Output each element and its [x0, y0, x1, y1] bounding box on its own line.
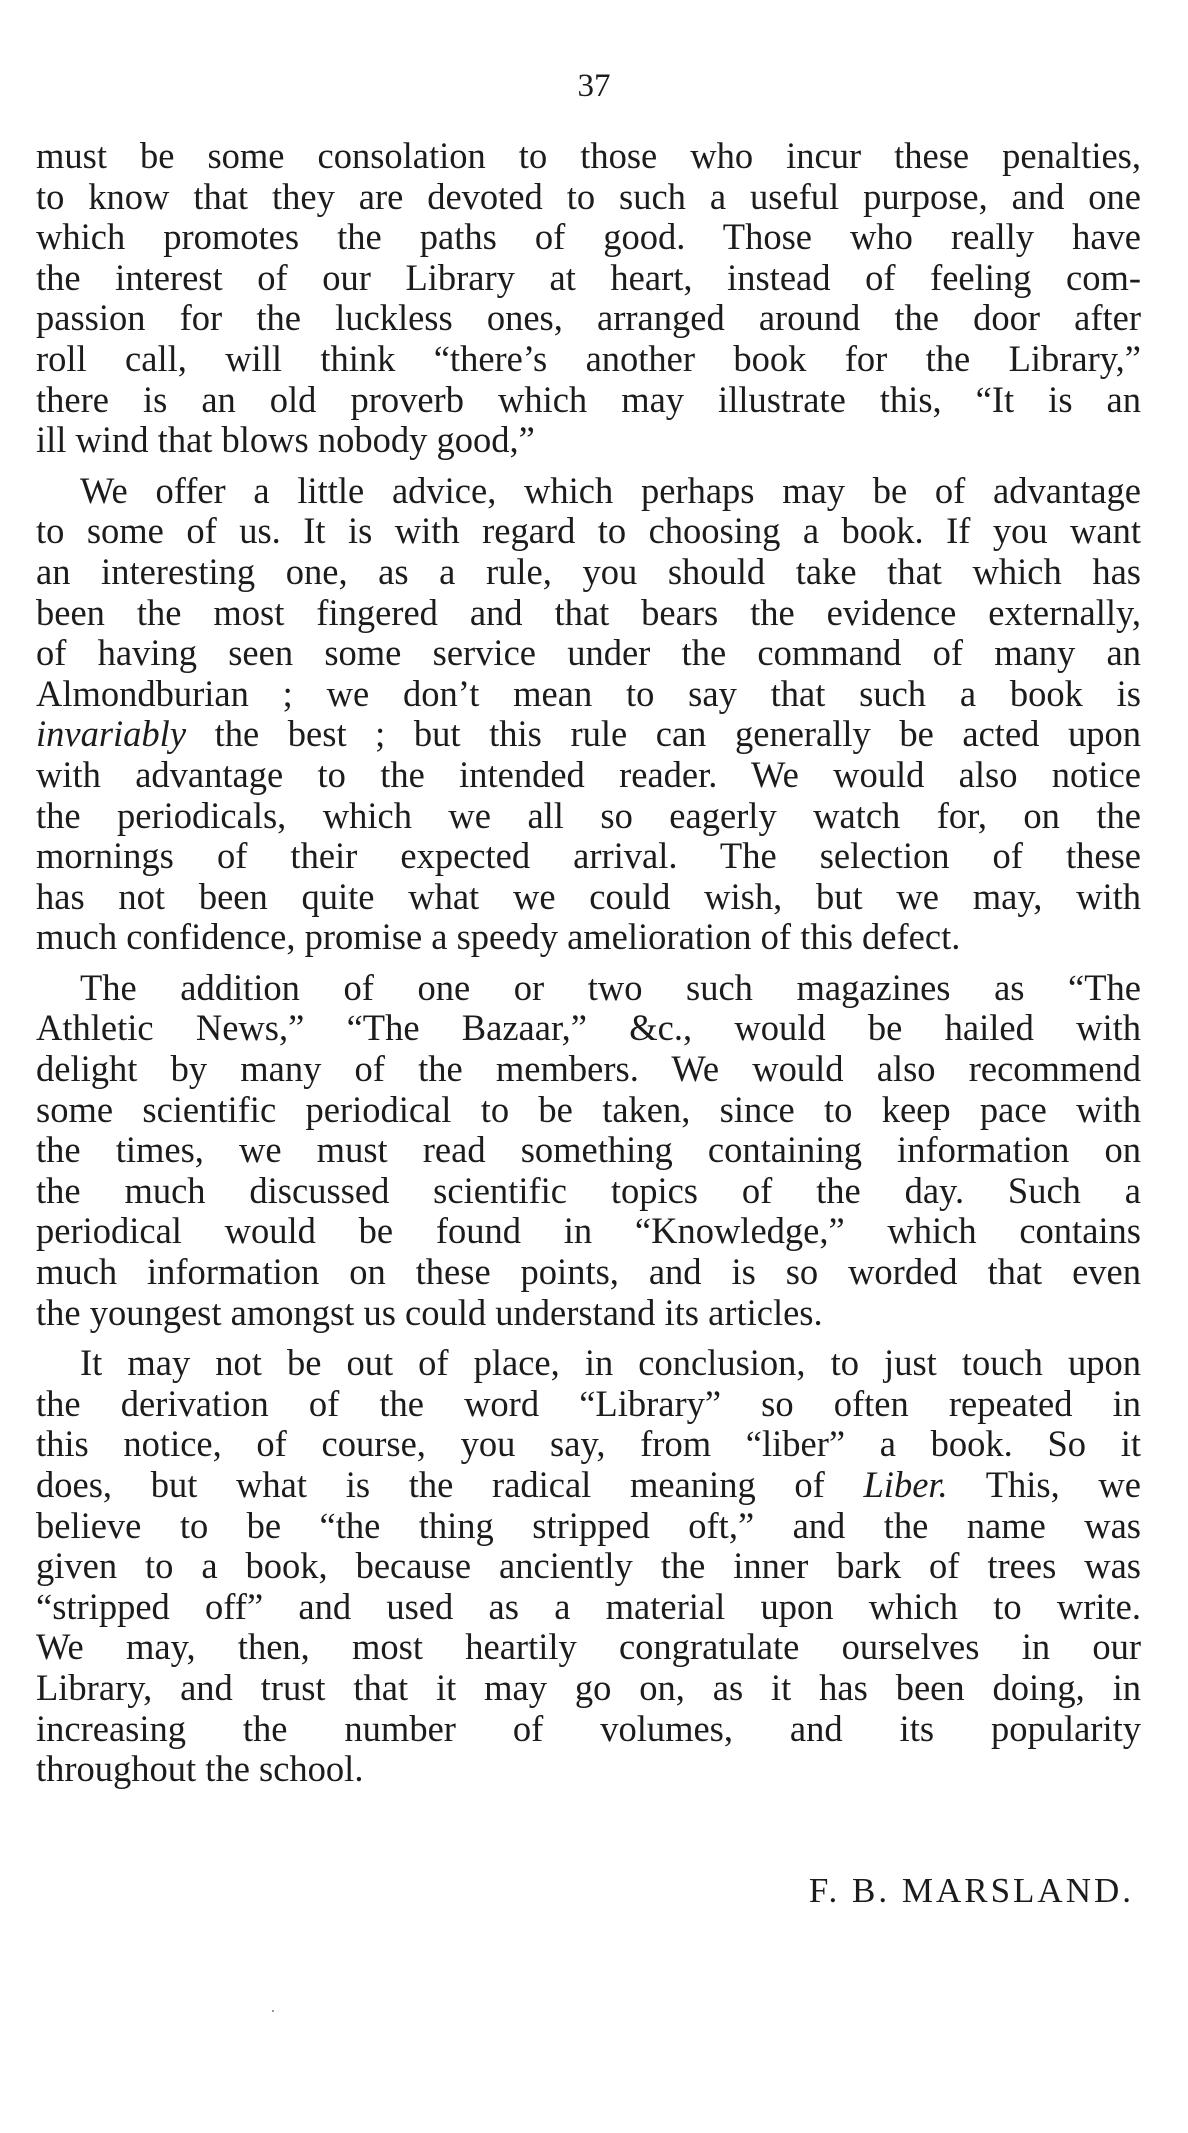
- paragraph-4: [36, 1343, 1141, 1790]
- paragraph-3: [36, 968, 1141, 1333]
- text-line: [36, 1465, 1141, 1506]
- text-line: there is an old proverb which may illustrate this, “It is an: [36, 378, 1141, 420]
- text-line: the derivation of the word “Library” so often repeated in: [36, 1382, 1141, 1424]
- text-line: an interesting one, as a rule, you should take that which has: [36, 550, 1141, 592]
- text-line: much confidence, promise a speedy amelioration of this defect.: [36, 916, 961, 958]
- italic-word: invariably: [36, 713, 187, 755]
- text-line: It may not be out of place, in conclusion, to just touch upon: [80, 1342, 1141, 1384]
- italic-word: Liber.: [863, 1464, 948, 1505]
- text-line: We may, then, most heartily congratulate ourselves in our: [36, 1626, 1141, 1668]
- text-line: to some of us. It is with regard to choosing a book. If you want: [36, 510, 1141, 552]
- text-segment: the best ; but this rule can generally be acted upon: [186, 713, 1141, 755]
- text-line: passion for the luckless ones, arranged around the door after: [36, 297, 1141, 339]
- text-segment: This, we: [947, 1464, 1141, 1505]
- text-line: must be some consolation to those who incur these penalties,: [36, 135, 1141, 176]
- paper-speck: [272, 2010, 274, 2012]
- body-text: [36, 136, 1141, 1800]
- text-line: the interest of our Library at heart, instead of feeling com-: [36, 256, 1141, 298]
- text-line: of having seen some service under the command of many an: [36, 632, 1141, 674]
- text-line: throughout the school.: [36, 1748, 364, 1790]
- text-line: to know that they are devoted to such a useful purpose, and one: [36, 175, 1141, 217]
- text-line: the periodicals, which we all so eagerly watch for, on the: [36, 794, 1141, 836]
- text-line: delight by many of the members. We would also recommend: [36, 1048, 1141, 1090]
- text-line: much information on these points, and is so worded that even: [36, 1251, 1141, 1293]
- page-number: 37: [577, 68, 611, 104]
- text-line: been the most fingered and that bears the evidence externally,: [36, 591, 1141, 633]
- paragraph-2: [36, 471, 1141, 958]
- text-line: the times, we must read something containing information on: [36, 1129, 1141, 1171]
- text-line: believe to be “the thing stripped oft,” and the name was: [36, 1504, 1141, 1546]
- text-line: which promotes the paths of good. Those who really have: [36, 216, 1141, 258]
- text-line: the much discussed scientific topics of the day. Such a: [36, 1169, 1141, 1211]
- paragraph-1: [36, 136, 1141, 461]
- text-line: [36, 714, 1141, 755]
- text-line: some scientific periodical to be taken, since to keep pace with: [36, 1088, 1141, 1130]
- text-line: We offer a little advice, which perhaps may be of advantage: [80, 469, 1141, 511]
- text-line: Library, and trust that it may go on, as it has been doing, in: [36, 1666, 1141, 1708]
- text-line: increasing the number of volumes, and its popularity: [36, 1707, 1141, 1749]
- text-line: Athletic News,” “The Bazaar,” &c., would be hailed with: [36, 1007, 1141, 1049]
- text-line: with advantage to the intended reader. We would also notice: [36, 753, 1141, 795]
- text-line: mornings of their expected arrival. The selection of these: [36, 835, 1141, 877]
- text-line: The addition of one or two such magazines as “The: [80, 966, 1141, 1008]
- text-line: Almondburian ; we don’t mean to say that such a book is: [36, 672, 1141, 714]
- author-signature: F. B. MARSLAND.: [808, 1871, 1134, 1910]
- text-line: “stripped off” and used as a material upon which to write.: [36, 1585, 1141, 1627]
- text-line: has not been quite what we could wish, but we may, with: [36, 875, 1141, 917]
- text-line: the youngest amongst us could understand its articles.: [36, 1291, 823, 1333]
- text-line: periodical would be found in “Knowledge,” which contains: [36, 1210, 1141, 1252]
- text-line: ill wind that blows nobody good,”: [36, 419, 535, 461]
- text-line: roll call, will think “there’s another book for the Library,”: [36, 337, 1141, 379]
- text-line: this notice, of course, you say, from “liber” a book. So it: [36, 1423, 1141, 1465]
- text-line: given to a book, because anciently the inner bark of trees was: [36, 1545, 1141, 1587]
- text-segment: does, but what is the radical meaning of: [36, 1464, 864, 1505]
